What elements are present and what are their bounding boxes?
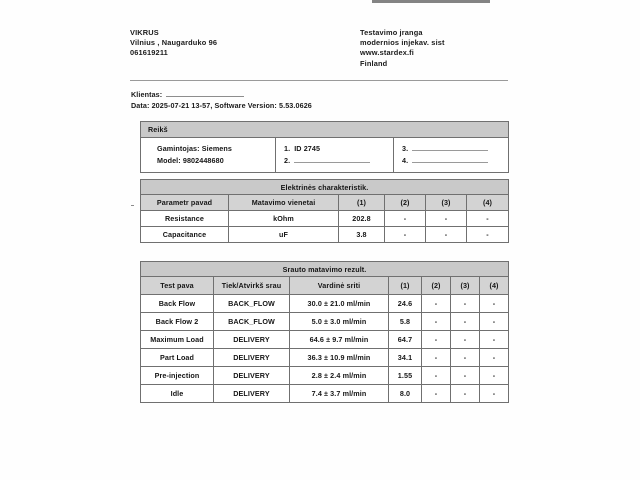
flow-col-header-4: (2) xyxy=(422,277,451,295)
flow-row-1-c2: - xyxy=(422,313,451,331)
flow-row-4-range: 2.8 ± 2.4 ml/min xyxy=(290,367,389,385)
electrical-col-header-2: (1) xyxy=(339,195,385,211)
requirements-table xyxy=(140,121,509,173)
flow-col-header-0: Test pava xyxy=(141,277,214,295)
flow-col-header-3: (1) xyxy=(389,277,422,295)
requirement-field-4[interactable] xyxy=(402,155,508,167)
electrical-col-header-5: (4) xyxy=(467,195,509,211)
flow-row-0-mode: BACK_FLOW xyxy=(214,295,290,313)
company-phone: 061619211 xyxy=(130,48,168,58)
client-row xyxy=(131,89,511,100)
table-row xyxy=(141,313,509,331)
flow-row-0-c3: - xyxy=(451,295,480,313)
document-header xyxy=(130,28,508,69)
company-block xyxy=(130,28,360,69)
flow-row-0-name: Back Flow xyxy=(141,295,214,313)
table-row xyxy=(141,331,509,349)
electrical-row-0-unit: kOhm xyxy=(229,211,339,227)
electrical-row-1-c3: - xyxy=(426,227,467,243)
table-row xyxy=(141,211,509,227)
electrical-row-1-name: Capacitance xyxy=(141,227,229,243)
electrical-row-0-c3: - xyxy=(426,211,467,227)
electrical-row-1-c1: 3.8 xyxy=(339,227,385,243)
margin-tick-mark xyxy=(131,205,134,206)
header-divider-rule xyxy=(130,80,508,81)
device-info-cell xyxy=(141,138,276,173)
electrical-col-header-3: (2) xyxy=(385,195,426,211)
flow-row-5-mode: DELIVERY xyxy=(214,385,290,403)
electrical-header-row xyxy=(141,195,509,211)
flow-col-header-6: (4) xyxy=(480,277,509,295)
flow-col-header-1: Tiek/Atvirkš srau xyxy=(214,277,290,295)
vendor-block xyxy=(360,28,508,69)
electrical-row-0-c1: 202.8 xyxy=(339,211,385,227)
flow-row-4-c2: - xyxy=(422,367,451,385)
flow-row-0-range: 30.0 ± 21.0 ml/min xyxy=(290,295,389,313)
vendor-website: www.stardex.fi xyxy=(360,48,414,58)
table-row xyxy=(141,295,509,313)
electrical-row-0-name: Resistance xyxy=(141,211,229,227)
electrical-characteristics-table xyxy=(140,179,509,243)
flow-row-3-c3: - xyxy=(451,349,480,367)
flow-row-2-range: 64.6 ± 9.7 ml/min xyxy=(290,331,389,349)
flow-col-header-2: Vardinė sriti xyxy=(290,277,389,295)
client-value-blank[interactable] xyxy=(166,89,244,97)
flow-row-2-c4: - xyxy=(480,331,509,349)
requirement-field-1[interactable] xyxy=(284,143,393,155)
flow-row-0-c2: - xyxy=(422,295,451,313)
flow-measurement-table xyxy=(140,261,509,403)
table-row xyxy=(141,227,509,243)
flow-row-2-mode: DELIVERY xyxy=(214,331,290,349)
requirements-body-row xyxy=(141,138,509,173)
manufacturer-text: Gamintojas: Siemens xyxy=(157,144,232,153)
model-text: Model: 9802448680 xyxy=(157,156,224,165)
flow-row-4-c3: - xyxy=(451,367,480,385)
requirement-field-4-blank[interactable] xyxy=(412,155,488,163)
flow-row-5-c2: - xyxy=(422,385,451,403)
electrical-col-header-4: (3) xyxy=(426,195,467,211)
flow-row-3-name: Part Load xyxy=(141,349,214,367)
electrical-col-header-1: Matavimo vienetai xyxy=(229,195,339,211)
requirement-field-4-num: 4. xyxy=(402,156,409,165)
flow-row-3-c4: - xyxy=(480,349,509,367)
flow-row-3-mode: DELIVERY xyxy=(214,349,290,367)
company-address: Vilnius , Naugarduko 96 xyxy=(130,38,218,48)
flow-row-4-mode: DELIVERY xyxy=(214,367,290,385)
requirement-fields-col-2 xyxy=(394,138,509,173)
requirement-field-3-blank[interactable] xyxy=(412,143,488,151)
requirements-title: Reikš xyxy=(141,122,509,138)
flow-col-header-5: (3) xyxy=(451,277,480,295)
flow-row-5-name: Idle xyxy=(141,385,214,403)
flow-row-5-c1: 8.0 xyxy=(389,385,422,403)
table-row xyxy=(141,385,509,403)
electrical-row-1-c2: - xyxy=(385,227,426,243)
flow-row-2-c2: - xyxy=(422,331,451,349)
electrical-row-1-c4: - xyxy=(467,227,509,243)
flow-row-0-c4: - xyxy=(480,295,509,313)
table-row xyxy=(141,367,509,385)
requirement-fields-col-1 xyxy=(276,138,394,173)
requirement-field-2[interactable] xyxy=(284,155,393,167)
requirements-title-row xyxy=(141,122,509,138)
vendor-line-2: modernios injekav. sist xyxy=(360,38,445,48)
electrical-row-0-c4: - xyxy=(467,211,509,227)
flow-row-1-range: 5.0 ± 3.0 ml/min xyxy=(290,313,389,331)
flow-row-2-c3: - xyxy=(451,331,480,349)
requirement-field-1-num: 1. xyxy=(284,144,291,153)
flow-row-4-name: Pre-injection xyxy=(141,367,214,385)
flow-row-5-range: 7.4 ± 3.7 ml/min xyxy=(290,385,389,403)
requirement-field-2-blank[interactable] xyxy=(294,155,370,163)
client-label: Klientas: xyxy=(131,90,163,99)
flow-row-3-c1: 34.1 xyxy=(389,349,422,367)
date-version-row: Data: 2025-07-21 13-57, Software Version: 5.53.0626 xyxy=(131,101,312,110)
flow-row-1-c3: - xyxy=(451,313,480,331)
flow-row-2-name: Maximum Load xyxy=(141,331,214,349)
vendor-line-1: Testavimo jranga xyxy=(360,28,423,37)
requirement-field-3[interactable] xyxy=(402,143,508,155)
flow-title-row xyxy=(141,262,509,277)
electrical-title: Elektrinės charakteristik. xyxy=(141,180,509,195)
electrical-title-row xyxy=(141,180,509,195)
flow-row-1-mode: BACK_FLOW xyxy=(214,313,290,331)
flow-row-3-range: 36.3 ± 10.9 ml/min xyxy=(290,349,389,367)
flow-row-4-c4: - xyxy=(480,367,509,385)
table-row xyxy=(141,349,509,367)
flow-title: Srauto matavimo rezult. xyxy=(141,262,509,277)
flow-row-2-c1: 64.7 xyxy=(389,331,422,349)
scan-artifact-bar xyxy=(372,0,490,3)
flow-row-1-name: Back Flow 2 xyxy=(141,313,214,331)
flow-header-row xyxy=(141,277,509,295)
requirement-field-3-num: 3. xyxy=(402,144,409,153)
flow-row-3-c2: - xyxy=(422,349,451,367)
electrical-row-1-unit: uF xyxy=(229,227,339,243)
company-name: VIKRUS xyxy=(130,28,159,37)
requirement-field-2-num: 2. xyxy=(284,156,291,165)
flow-row-1-c1: 5.8 xyxy=(389,313,422,331)
electrical-row-0-c2: - xyxy=(385,211,426,227)
requirement-field-1-value: ID 2745 xyxy=(294,144,321,153)
flow-row-1-c4: - xyxy=(480,313,509,331)
flow-row-0-c1: 24.6 xyxy=(389,295,422,313)
electrical-col-header-0: Parametr pavad xyxy=(141,195,229,211)
document-meta xyxy=(131,89,511,111)
flow-row-4-c1: 1.55 xyxy=(389,367,422,385)
vendor-country: Finland xyxy=(360,58,388,68)
flow-row-5-c3: - xyxy=(451,385,480,403)
flow-row-5-c4: - xyxy=(480,385,509,403)
